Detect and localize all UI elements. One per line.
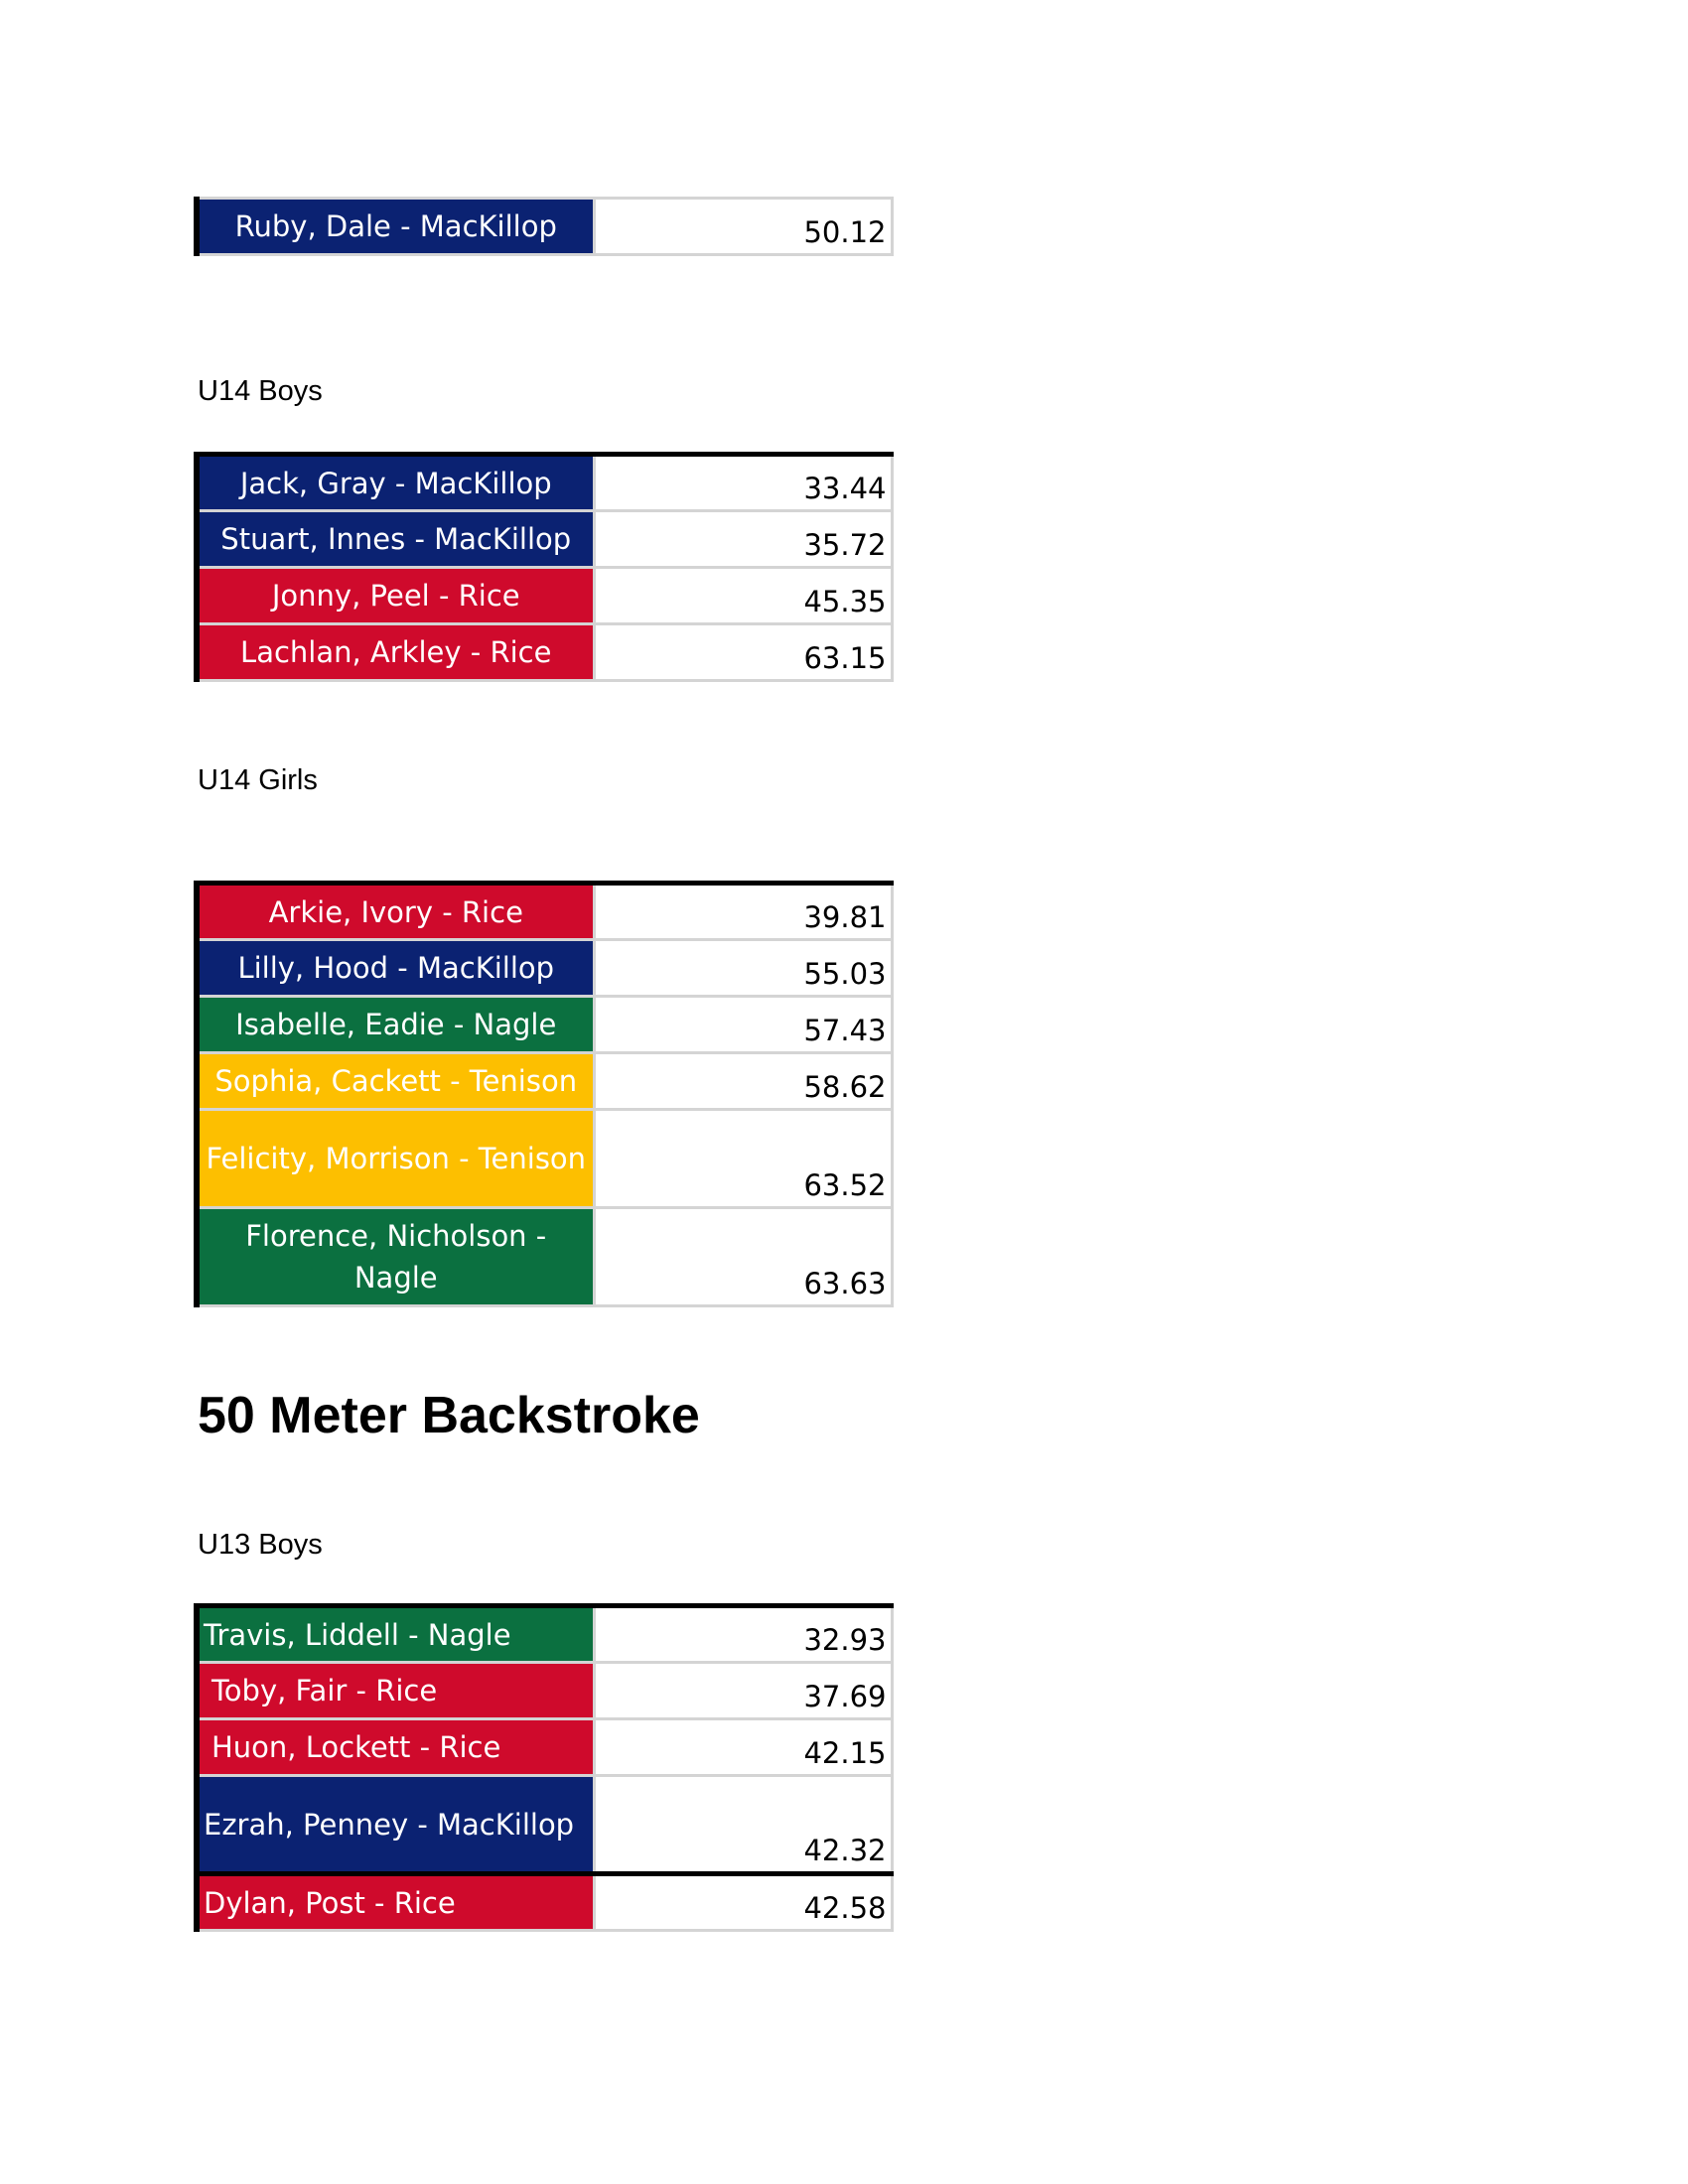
table-row	[197, 1776, 892, 1874]
swimmer-name: Lachlan, Arkley - Rice	[197, 624, 594, 681]
results-table-u13-boys	[194, 1603, 894, 1932]
swimmer-name: Arkie, Ivory - Rice	[197, 884, 594, 940]
table-row	[197, 1606, 892, 1663]
table-row	[197, 1874, 892, 1931]
swimmer-name: Travis, Liddell - Nagle	[197, 1606, 594, 1663]
section-label-u13-boys: U13 Boys	[198, 1529, 323, 1561]
swim-time: 42.15	[594, 1719, 892, 1776]
swimmer-name: Huon, Lockett - Rice	[197, 1719, 594, 1776]
swimmer-name: Toby, Fair - Rice	[197, 1663, 594, 1719]
swimmer-name: Ezrah, Penney - MacKillop	[197, 1776, 594, 1874]
table-row	[197, 1053, 892, 1110]
table-row	[197, 511, 892, 568]
swim-time: 63.63	[594, 1208, 892, 1306]
swimmer-name: Felicity, Morrison - Tenison	[197, 1110, 594, 1208]
swimmer-name: Ruby, Dale - MacKillop	[197, 199, 594, 255]
swim-time: 45.35	[594, 568, 892, 624]
table-row	[197, 884, 892, 940]
swimmer-name: Jonny, Peel - Rice	[197, 568, 594, 624]
swim-time: 58.62	[594, 1053, 892, 1110]
swim-time: 32.93	[594, 1606, 892, 1663]
table-row	[197, 199, 892, 255]
table-row	[197, 568, 892, 624]
swim-time: 50.12	[594, 199, 892, 255]
swimmer-name: Florence, Nicholson - Nagle	[197, 1208, 594, 1306]
swim-time: 39.81	[594, 884, 892, 940]
results-table-u14-boys	[194, 452, 894, 682]
section-label-u14-girls: U14 Girls	[198, 764, 318, 796]
swim-time: 33.44	[594, 455, 892, 511]
swim-time: 55.03	[594, 940, 892, 997]
section-label-u14-boys: U14 Boys	[198, 375, 323, 407]
table-row	[197, 940, 892, 997]
swimmer-name: Stuart, Innes - MacKillop	[197, 511, 594, 568]
table-row	[197, 624, 892, 681]
table-row	[197, 1663, 892, 1719]
swim-time: 42.32	[594, 1776, 892, 1874]
swim-time: 35.72	[594, 511, 892, 568]
swimmer-name: Isabelle, Eadie - Nagle	[197, 997, 594, 1053]
table-row	[197, 1110, 892, 1208]
swim-time: 37.69	[594, 1663, 892, 1719]
swim-time: 42.58	[594, 1874, 892, 1931]
table-row	[197, 455, 892, 511]
swim-time: 63.52	[594, 1110, 892, 1208]
swimmer-name: Dylan, Post - Rice	[197, 1874, 594, 1931]
table-row	[197, 1208, 892, 1306]
swimmer-name: Sophia, Cackett - Tenison	[197, 1053, 594, 1110]
results-table-top	[194, 197, 894, 256]
swim-time: 63.15	[594, 624, 892, 681]
swimmer-name: Jack, Gray - MacKillop	[197, 455, 594, 511]
table-row	[197, 997, 892, 1053]
swim-time: 57.43	[594, 997, 892, 1053]
swimmer-name: Lilly, Hood - MacKillop	[197, 940, 594, 997]
event-heading: 50 Meter Backstroke	[198, 1387, 700, 1444]
table-row	[197, 1719, 892, 1776]
results-table-u14-girls	[194, 881, 894, 1307]
